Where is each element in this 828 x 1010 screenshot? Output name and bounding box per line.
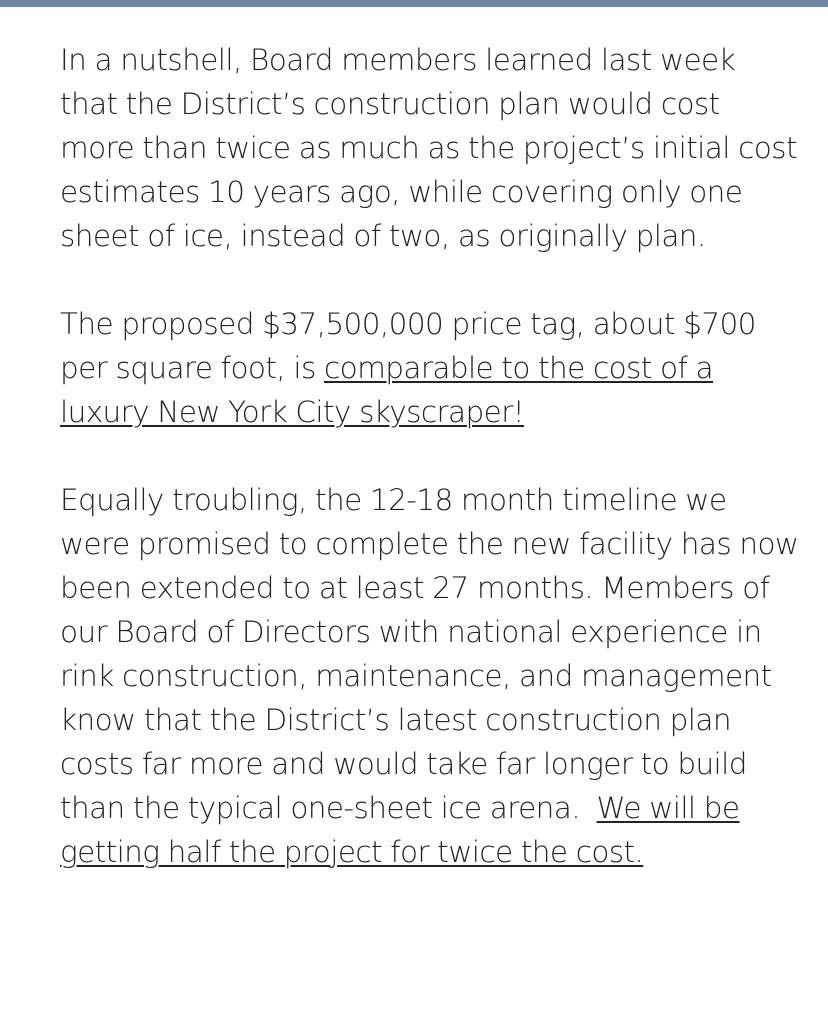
skyscraper-comparison-link[interactable]: comparable to the cost of a luxury New York City skyscraper! — [60, 351, 714, 429]
article-body — [60, 38, 807, 918]
paragraph-price — [60, 302, 800, 434]
paragraph-timeline-text: Equally troubling, the 12-18 month timeline we were promised to complete the new facility has now been extended to at least 27 months. Members of our Board of Directors with national experience in rink construction, maintenance, and management know that the District’s latest construction plan costs far more and would take far longer to build than the typical one-sheet ice arena. — [60, 483, 807, 825]
paragraph-timeline — [60, 478, 807, 874]
paragraph-price-text: The proposed $37,500,000 price tag, about $700 per square foot, is — [60, 307, 756, 385]
paragraph-summary — [60, 38, 800, 258]
half-project-link[interactable]: We will be getting half the project for twice the cost. — [60, 791, 740, 869]
paragraph-summary-text: In a nutshell, Board members learned last week that the District’s construction plan would cost more than twice as much as the project’s initial cost estimates 10 years ago, while covering only one sheet of ice, instead of two, as originally plan. — [60, 43, 797, 253]
top-accent-bar — [0, 0, 828, 7]
